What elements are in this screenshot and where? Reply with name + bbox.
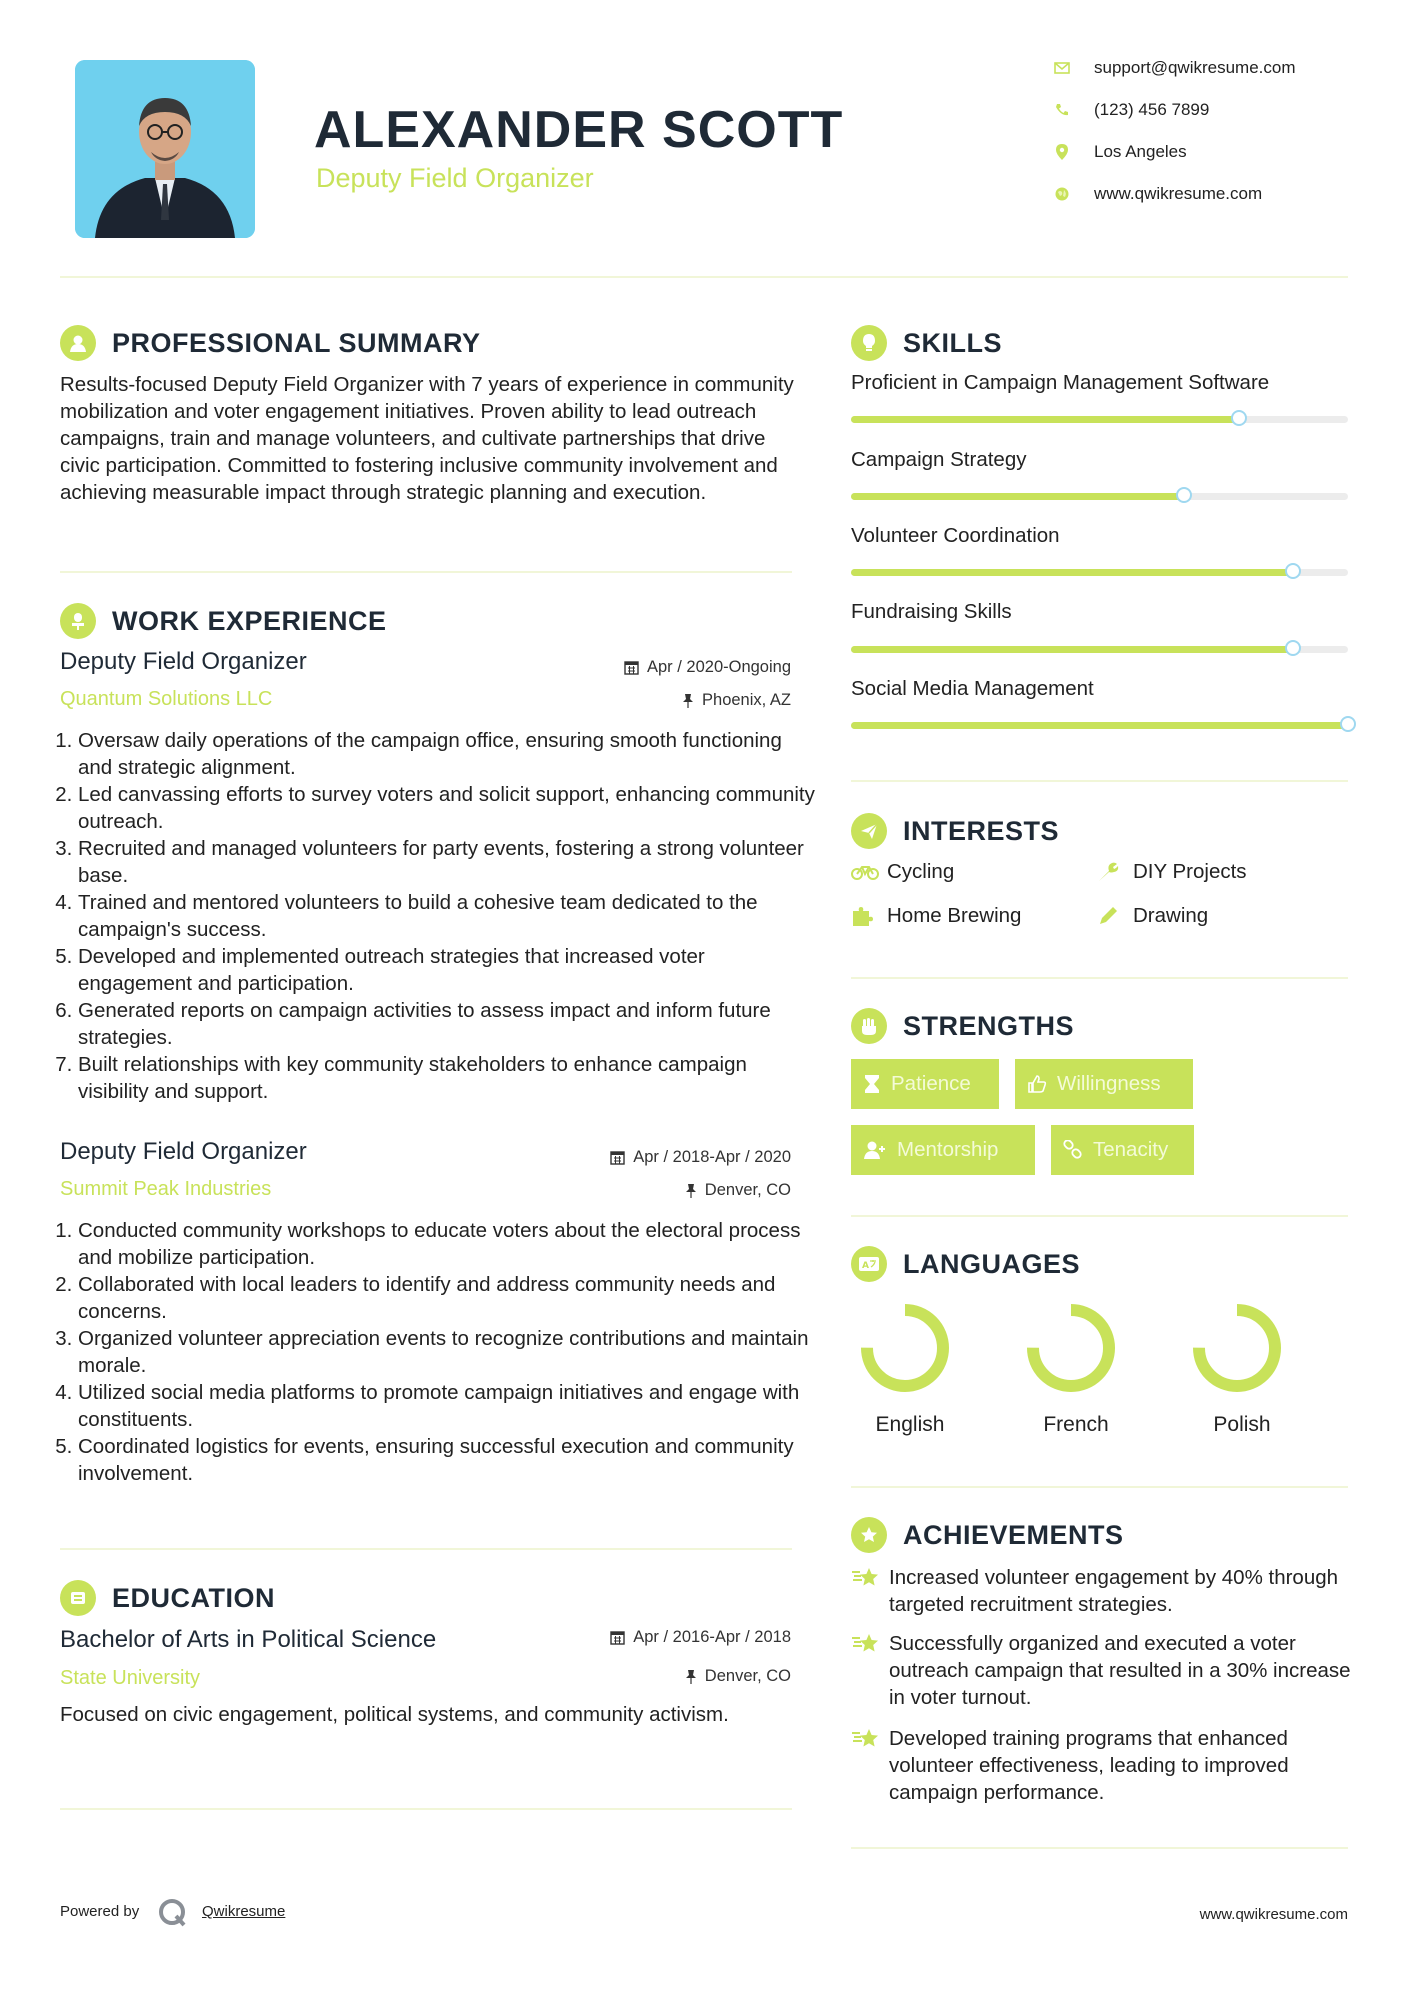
job-location-text: Denver, CO xyxy=(704,1181,791,1199)
skill-bar xyxy=(851,569,1348,576)
education-school: State University xyxy=(60,1667,201,1689)
pushpin-icon xyxy=(682,693,694,708)
qwikresume-logo-icon xyxy=(158,1898,188,1933)
list-item: 5. Coordinated logistics for events, ensuring successful execution and community involvement. xyxy=(78,1433,818,1487)
list-item: 7. Built relationships with key community stakeholders to enhance campaign visibility and support. xyxy=(78,1051,818,1105)
skills-divider xyxy=(851,780,1348,782)
skill-bar-fill xyxy=(851,569,1293,576)
job-company: Summit Peak Industries xyxy=(60,1178,272,1200)
experience-heading xyxy=(60,603,387,639)
map-pin-icon xyxy=(1052,142,1072,162)
languages-divider xyxy=(851,1486,1348,1488)
education-heading xyxy=(60,1580,275,1616)
achievement-text: Increased volunteer engagement by 40% through targeted recruitment strategies. xyxy=(889,1566,1339,1616)
strength-label: Willingness xyxy=(1057,1072,1161,1095)
strengths-heading-text: STRENGTHS xyxy=(903,1010,1075,1041)
education-text: Focused on civic engagement, political systems, and community activism. xyxy=(60,1703,729,1726)
language-icon xyxy=(851,1246,887,1282)
graduation-icon xyxy=(60,1580,96,1616)
header-divider xyxy=(60,276,1348,278)
thumbs-up-icon xyxy=(1027,1074,1047,1094)
language-label: French xyxy=(1043,1413,1109,1436)
globe-icon xyxy=(1052,184,1072,204)
strength-label: Mentorship xyxy=(897,1138,999,1161)
star-icon xyxy=(851,1564,889,1618)
skill-bar-fill xyxy=(851,493,1184,500)
summary-text: Results-focused Deputy Field Organizer with 7 years of experience in community mobilization and voter engagement initiatives. Proven ability to lead outreach campaigns, train and manage volunteers, and cultivate partnerships that drive civic participation. Committed to fostering inclusive community involvement and achieving measurable impact through strategic planning and execution. xyxy=(60,373,794,504)
mail-icon xyxy=(1052,58,1072,78)
language-label: English xyxy=(875,1413,945,1436)
skill-bar-knob xyxy=(1176,487,1192,503)
list-item: 2. Led canvassing efforts to survey voters and solicit support, enhancing community outreach. xyxy=(78,781,818,835)
achievements-heading-text: ACHIEVEMENTS xyxy=(903,1519,1124,1550)
experience-divider xyxy=(60,1548,792,1550)
interests-heading-text: INTERESTS xyxy=(903,815,1060,846)
person-photo-icon xyxy=(75,60,255,238)
list-item: 3. Organized volunteer appreciation events to recognize contributions and maintain morale. xyxy=(78,1325,818,1379)
job-location xyxy=(682,691,791,710)
language-ring xyxy=(1023,1300,1119,1396)
education-location-text: Denver, CO xyxy=(704,1667,791,1685)
footer-url-link[interactable]: www.qwikresume.com xyxy=(1199,1906,1348,1923)
strength-badge xyxy=(1051,1125,1194,1175)
pencil-icon xyxy=(1097,905,1127,927)
skill-label: Volunteer Coordination xyxy=(851,524,1060,547)
strength-label: Tenacity xyxy=(1093,1138,1169,1161)
footer-brand-link[interactable]: Qwikresume xyxy=(202,1903,286,1920)
strength-badge xyxy=(851,1125,1035,1175)
hourglass-icon xyxy=(863,1074,881,1094)
achievement-item xyxy=(851,1630,1351,1711)
achievement-text: Developed training programs that enhanced volunteer effectiveness, leading to improved campaign performance. xyxy=(889,1727,1289,1804)
calendar-icon xyxy=(624,660,639,675)
footer-powered-by: Powered by xyxy=(60,1903,140,1920)
languages-heading-text: LANGUAGES xyxy=(903,1248,1081,1279)
candidate-name: ALEXANDER SCOTT xyxy=(314,101,844,159)
skill-bar-knob xyxy=(1231,410,1247,426)
skill-bar xyxy=(851,493,1348,500)
job-title: Deputy Field Organizer xyxy=(60,648,307,675)
job-location xyxy=(685,1181,791,1200)
job-location-text: Phoenix, AZ xyxy=(702,691,791,709)
skill-bar-knob xyxy=(1285,563,1301,579)
achievements-heading xyxy=(851,1517,1124,1553)
list-item: 4. Utilized social media platforms to promote campaign initiatives and engage with constituents. xyxy=(78,1379,818,1433)
profile-photo xyxy=(75,60,255,238)
interest-label: Home Brewing xyxy=(887,904,1022,927)
user-plus-icon xyxy=(863,1140,887,1160)
list-item: 1. Oversaw daily operations of the campaign office, ensuring smooth functioning and strategic alignment. xyxy=(78,727,818,781)
star-icon xyxy=(851,1725,889,1806)
summary-heading-text: PROFESSIONAL SUMMARY xyxy=(112,327,481,358)
list-item: 1. Conducted community workshops to educate voters about the electoral process and mobilize participation. xyxy=(78,1217,818,1271)
skill-label: Campaign Strategy xyxy=(851,448,1027,471)
strength-badge xyxy=(1015,1059,1193,1109)
experience-heading-text: WORK EXPERIENCE xyxy=(112,605,387,636)
skill-bar-fill xyxy=(851,416,1239,423)
job-dates-text: Apr / 2018-Apr / 2020 xyxy=(633,1148,791,1166)
interest-label: DIY Projects xyxy=(1133,860,1247,883)
skill-label: Fundraising Skills xyxy=(851,600,1012,623)
achievements-divider xyxy=(851,1847,1348,1849)
skill-bar-fill xyxy=(851,646,1293,653)
job-dates xyxy=(610,1148,791,1167)
interests-heading xyxy=(851,813,1059,849)
interest-item xyxy=(851,904,1021,928)
contact-website-text: www.qwikresume.com xyxy=(1094,184,1263,203)
education-dates-text: Apr / 2016-Apr / 2018 xyxy=(633,1628,791,1646)
phone-icon xyxy=(1052,100,1072,120)
list-item: 4. Trained and mentored volunteers to build a cohesive team dedicated to the campaign's success. xyxy=(78,889,818,943)
wrench-icon xyxy=(1097,861,1127,883)
achievement-item xyxy=(851,1725,1351,1806)
fist-icon xyxy=(851,1008,887,1044)
star-badge-icon xyxy=(851,1517,887,1553)
summary-divider xyxy=(60,571,792,573)
education-divider xyxy=(60,1808,792,1810)
job-title: Deputy Field Organizer xyxy=(60,1138,307,1165)
calendar-icon xyxy=(610,1150,625,1165)
contact-phone-text: (123) 456 7899 xyxy=(1094,100,1210,119)
job-duties-list xyxy=(60,727,818,1105)
contact-email[interactable] xyxy=(1052,58,1296,78)
interest-item xyxy=(851,860,954,884)
candidate-title: Deputy Field Organizer xyxy=(316,163,594,193)
contact-email-text: support@qwikresume.com xyxy=(1094,58,1296,77)
skill-bar xyxy=(851,416,1348,423)
list-item: 6. Generated reports on campaign activities to assess impact and inform future strategies. xyxy=(78,997,818,1051)
job-duties-list xyxy=(60,1217,818,1487)
job-dates xyxy=(624,658,791,677)
interest-item xyxy=(1097,860,1247,884)
contact-phone[interactable] xyxy=(1052,100,1209,120)
skill-bar xyxy=(851,646,1348,653)
skill-bar-knob xyxy=(1340,716,1356,732)
pushpin-icon xyxy=(685,1669,697,1684)
briefcase-icon xyxy=(60,603,96,639)
contact-website[interactable] xyxy=(1052,184,1262,204)
education-dates xyxy=(610,1628,791,1647)
skills-heading-text: SKILLS xyxy=(903,327,1003,358)
list-item: 2. Collaborated with local leaders to identify and address community needs and concerns. xyxy=(78,1271,818,1325)
interests-divider xyxy=(851,977,1348,979)
contact-location xyxy=(1052,142,1187,162)
languages-heading xyxy=(851,1246,1080,1282)
skill-bar-fill xyxy=(851,722,1348,729)
job-dates-text: Apr / 2020-Ongoing xyxy=(646,658,791,676)
interest-label: Drawing xyxy=(1133,904,1209,927)
education-degree: Bachelor of Arts in Political Science xyxy=(60,1626,437,1653)
user-icon xyxy=(60,325,96,361)
svg-text:A: A xyxy=(862,1261,870,1271)
skill-bar xyxy=(851,722,1348,729)
paper-plane-icon xyxy=(851,813,887,849)
skills-heading xyxy=(851,325,1002,361)
strengths-heading xyxy=(851,1008,1074,1044)
interest-item xyxy=(1097,904,1208,928)
contact-location-text: Los Angeles xyxy=(1094,142,1187,161)
list-item: 3. Recruited and managed volunteers for party events, fostering a strong volunteer base. xyxy=(78,835,818,889)
language-ring xyxy=(857,1300,953,1396)
link-icon xyxy=(1063,1140,1083,1160)
summary-heading xyxy=(60,325,481,361)
strength-label: Patience xyxy=(891,1072,971,1095)
list-item: 5. Developed and implemented outreach strategies that increased voter engagement and participation. xyxy=(78,943,818,997)
achievement-text: Successfully organized and executed a voter outreach campaign that resulted in a 30% increase in voter turnout. xyxy=(889,1632,1351,1709)
interest-label: Cycling xyxy=(887,860,955,883)
strengths-divider xyxy=(851,1215,1348,1217)
strength-badge xyxy=(851,1059,999,1109)
star-icon xyxy=(851,1630,889,1711)
bicycle-icon xyxy=(851,864,881,880)
job-company: Quantum Solutions LLC xyxy=(60,688,273,710)
skill-bar-knob xyxy=(1285,640,1301,656)
lightbulb-icon xyxy=(851,325,887,361)
calendar-icon xyxy=(610,1630,625,1645)
language-label: Polish xyxy=(1213,1413,1271,1436)
puzzle-icon xyxy=(851,905,881,927)
achievement-item xyxy=(851,1564,1351,1618)
skill-label: Social Media Management xyxy=(851,677,1094,700)
education-heading-text: EDUCATION xyxy=(112,1582,275,1613)
skill-label: Proficient in Campaign Management Software xyxy=(851,371,1270,394)
language-ring xyxy=(1189,1300,1285,1396)
education-location xyxy=(685,1667,791,1686)
pushpin-icon xyxy=(685,1183,697,1198)
